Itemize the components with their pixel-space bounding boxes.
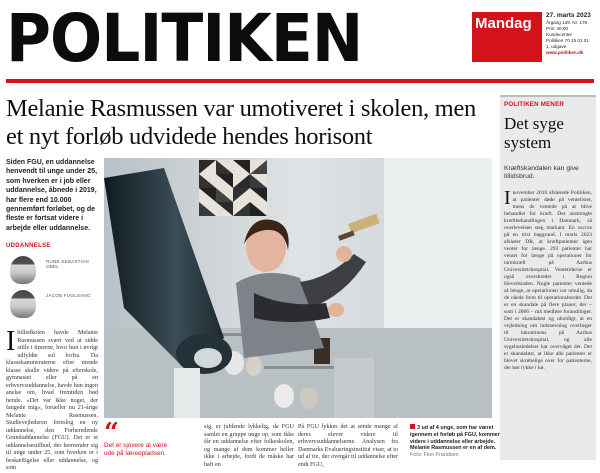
byline-writer — [6, 256, 98, 286]
caption-text: 3 ud af 4 unge, som har været igennem et forløb på FGU, kommer videre i uddannelse eller arbejde. Melanie Rasmussen er en af dem. — [410, 425, 500, 452]
issue-info — [546, 12, 600, 56]
article-body-col-3: På FGU lykkes det at sende mange af deres elever videre til erhvervsuddannelserne. Analysen fra Danmarks Evalueringsinstitut viser, at to ud af tre, der overgår til uddannelse efter endt FGU, — [298, 424, 398, 468]
day-badge: Mandag — [472, 12, 542, 62]
photographer-name: JACOB FUGLSANG — [46, 293, 91, 298]
article-photo[interactable] — [104, 158, 492, 418]
article-headline[interactable]: Melanie Rasmussen var umotiveret i skolen, men et nyt forløb udvidede hendes horisont — [6, 95, 476, 150]
byline-photographer — [6, 290, 98, 320]
quote-icon: “ — [104, 418, 119, 448]
article-body-col-1 — [6, 326, 98, 471]
masthead-rule — [6, 79, 594, 83]
photographer-portrait — [10, 290, 36, 318]
caption-area — [104, 418, 500, 468]
service-label: Kundecenter — [546, 32, 573, 37]
masthead — [0, 0, 600, 82]
photo-credit: Foto: Finn Frandsen — [410, 452, 459, 459]
opinion-body — [504, 187, 592, 458]
pull-quote: Det er sjovere at være ude på læreepladsen. — [104, 442, 168, 457]
body-text-1: billedkolen havde Melanie Rasmussen svært ved at sidde stille i timerne, hvor hun i øvrigt udfyldte sol forfra. Da klassekammeraterne efter niende klasse skulle videre på efterskole, gymnasiet eller på en erhvervsuddannelse, havde hun ingen anelse om, hvad fremtiden bød hende. »Det var ikke noget, der fangede mig«, fortæller nu 21-årige Melanie Rasmussen. Studievejlederen foreslog en ny uddannelse, den Forberedende Grunduddannelse (FGU). Det er et uddannelsestilbud, der henvender sig til unge under 25, som hverken er i beskæftigelse eller uddannelse, og som — [6, 330, 98, 471]
opinion-dropcap: I — [504, 187, 511, 209]
section-label: UDDANNELSE — [6, 243, 51, 249]
opinion-body-text: november 2016 afslørede Politiken, at patienter døde på ventelister, mens de ventede på at blive behandlet for kræft. Det anstrengte kræftbehandlingen i Danmark, så overlevelsen steg markant. En succes på en trist baggrund. I marts 2023 afslører DR, at kræftpatienter igen venter for længe. 293 patienter har ventet for længe på operationer for tarmkræft på Aarhus Universitetshospital. Ventetiderne er også overskredet i Region Hovedstaden. Nogle patienter ventede så længe, at operationen var umulig, da de nåede frem til operationsbordet. Det er en skandale på flere planer, der – som i 2006 – må medføre forandringer. Det er skandaløst og uholdigt, at en vejledning om indstævning overlæger til inkontinens på Aarhus Universitetshospital, og alle sygehusledelser har overvåget det. Det er skandaløst, at ikke alle patienter er blevet skrøbelige over for patienterne, der bør rykke i kø. — [504, 190, 592, 371]
opinion-subtitle: Kræftskandalen kan give tillidsbrud. — [504, 165, 579, 181]
edition-label: 1. udgave — [546, 44, 567, 49]
dropcap: I — [6, 326, 16, 357]
opinion-kicker: POLITIKEN MENER — [504, 101, 565, 108]
issue-date: 27. marts 2023 — [546, 12, 591, 19]
issue-number: Årgang 139. Nr. 178 — [546, 20, 588, 25]
opinion-title[interactable]: Det syge system — [504, 114, 564, 152]
photo-caption — [410, 424, 500, 459]
writer-portrait — [10, 256, 36, 284]
opinion-column — [500, 95, 596, 460]
photo-illustration — [104, 158, 492, 418]
issue-price: Pris: 40,00 — [546, 26, 568, 31]
newspaper-logo[interactable]: POLITIKEN — [6, 0, 363, 77]
service-phone: Politiken 70 15 01 01 — [546, 38, 589, 43]
website-link[interactable]: www.politiken.dk — [546, 50, 584, 55]
article-body-col-2: sig, er jublende lykkelig, da FGU samlet en gruppe unge op, som ikke får en uddannelse efter folkeskolen, og mange af dem kommer heller ikke i arbejde, fordi de måske har haft en — [204, 424, 294, 468]
writer-name: RUNE SEBASTIAN OBEL — [46, 259, 89, 269]
article-lead: Siden FGU, en uddannelse henvendt til unge under 25, som hverken er i job eller uddannelse, åbnede i 2019, har flere end 10.000 gennemført forløbet, og de fleste er fortsat videre i arbejde eller uddannelse. — [6, 159, 98, 232]
caption-marker-icon — [410, 424, 415, 429]
